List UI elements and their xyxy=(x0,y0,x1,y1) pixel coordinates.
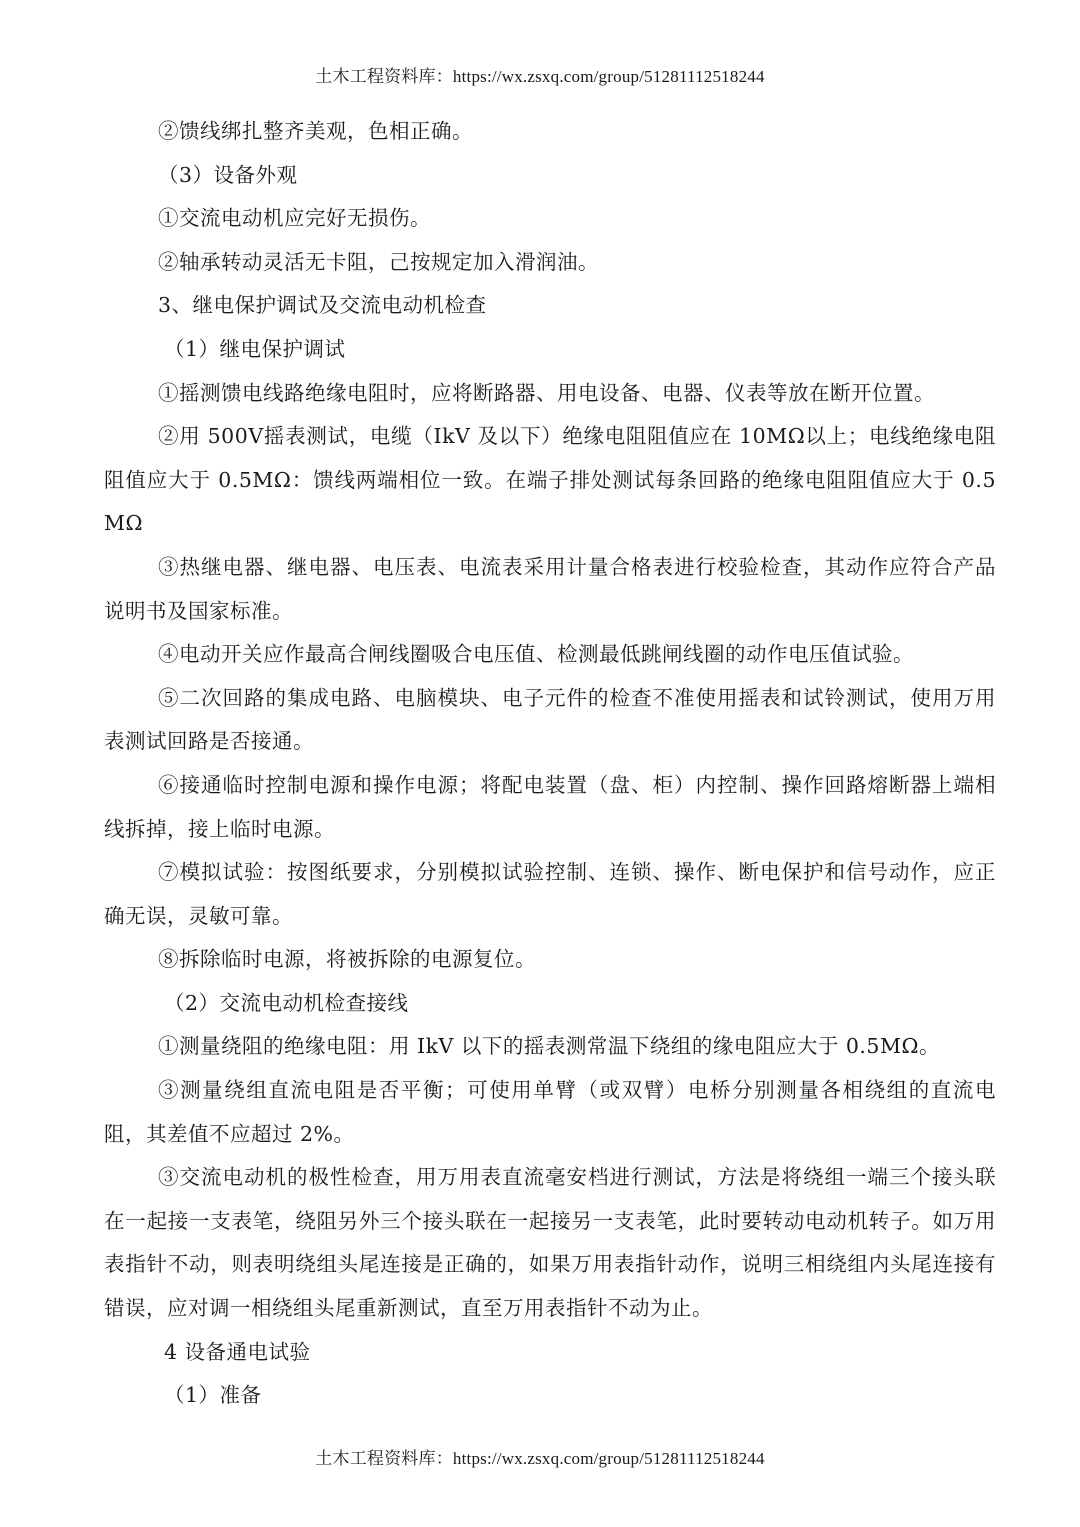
paragraph-polarity-check: ③交流电动机的极性检查，用万用表直流毫安档进行测试，方法是将绕组一端三个接头联在一起接一支表笔，绕阻另外三个接头联在一起接另一支表笔，此时要转动电动机转子。如万用表指针不动，则表明绕组头尾连接是正确的，如果万用表指针动作，说明三相绕组内头尾连接有错误，应对调一相绕组头尾重新测试，直至万用表指针不动为止。 xyxy=(104,1165,996,1321)
paragraph-restore-power: ⑧拆除临时电源，将被拆除的电源复位。 xyxy=(158,947,536,972)
paragraph-temporary-power: ⑥接通临时控制电源和操作电源；将配电装置（盘、柜）内控制、操作回路熔断器上端相线拆掉，接上临时电源。 xyxy=(104,772,996,841)
heading-preparation: （1）准备 xyxy=(164,1383,262,1408)
page-body xyxy=(104,110,996,1418)
paragraph-winding-dc-resistance: ③测量绕组直流电阻是否平衡；可使用单臂（或双臂）电桥分别测量各相绕组的直流电阻，其差值不应超过 2%。 xyxy=(104,1078,996,1146)
heading-section-4: 4 设备通电试验 xyxy=(164,1339,311,1364)
heading-equipment-appearance: （3）设备外观 xyxy=(158,162,298,187)
paragraph-insulation-measure: ①摇测馈电线路绝缘电阻时，应将断路器、用电设备、电器、仪表等放在断开位置。 xyxy=(158,380,935,405)
paragraph-simulation-test: ⑦模拟试验：按图纸要求，分别模拟试验控制、连锁、操作、断电保护和信号动作，应正确无误，灵敏可靠。 xyxy=(104,860,996,928)
heading-relay-protection: （1）继电保护调试 xyxy=(164,336,346,361)
paragraph-winding-insulation: ①测量绕阻的绝缘电阻：用 IkV 以下的摇表测常温下绕组的缘电阻应大于 0.5MΩ。 xyxy=(158,1034,940,1059)
heading-motor-wiring-check: （2）交流电动机检查接线 xyxy=(164,990,409,1015)
paragraph-bearing-rotation: ②轴承转动灵活无卡阻，己按规定加入滑润油。 xyxy=(158,249,599,274)
paragraph-motor-intact: ①交流电动机应完好无损伤。 xyxy=(158,206,431,231)
heading-section-3: 3、继电保护调试及交流电动机检查 xyxy=(158,293,487,318)
paragraph-feeder-binding: ②馈线绑扎整齐美观，色相正确。 xyxy=(158,119,473,143)
paragraph-secondary-circuit: ⑤二次回路的集成电路、电脑模块、电子元件的检查不准使用摇表和试铃测试，使用万用表测试回路是否接通。 xyxy=(104,685,996,754)
paragraph-relay-calibration: ③热继电器、继电器、电压表、电流表采用计量合格表进行校验检查，其动作应符合产品说明书及国家标准。 xyxy=(104,554,996,623)
page-header: 土木工程资料库：https://wx.zsxq.com/group/51281112518244 xyxy=(315,67,765,86)
paragraph-megger-test: ②用 500Ⅴ摇表测试，电缆（IkV 及以下）绝缘电阻阻值应在 10MΩ以上；电线绝缘电阻阻值应大于 0.5MΩ：馈线两端相位一致。在端子排处测试每条回路的绝缘电阻阻值应大于 0.5MΩ xyxy=(104,424,996,536)
paragraph-switch-voltage-test: ④电动开关应作最高合闸线圈吸合电压值、检测最低跳闸线圈的动作电压值试验。 xyxy=(158,642,914,667)
page-footer: 土木工程资料库：https://wx.zsxq.com/group/51281112518244 xyxy=(315,1449,765,1468)
